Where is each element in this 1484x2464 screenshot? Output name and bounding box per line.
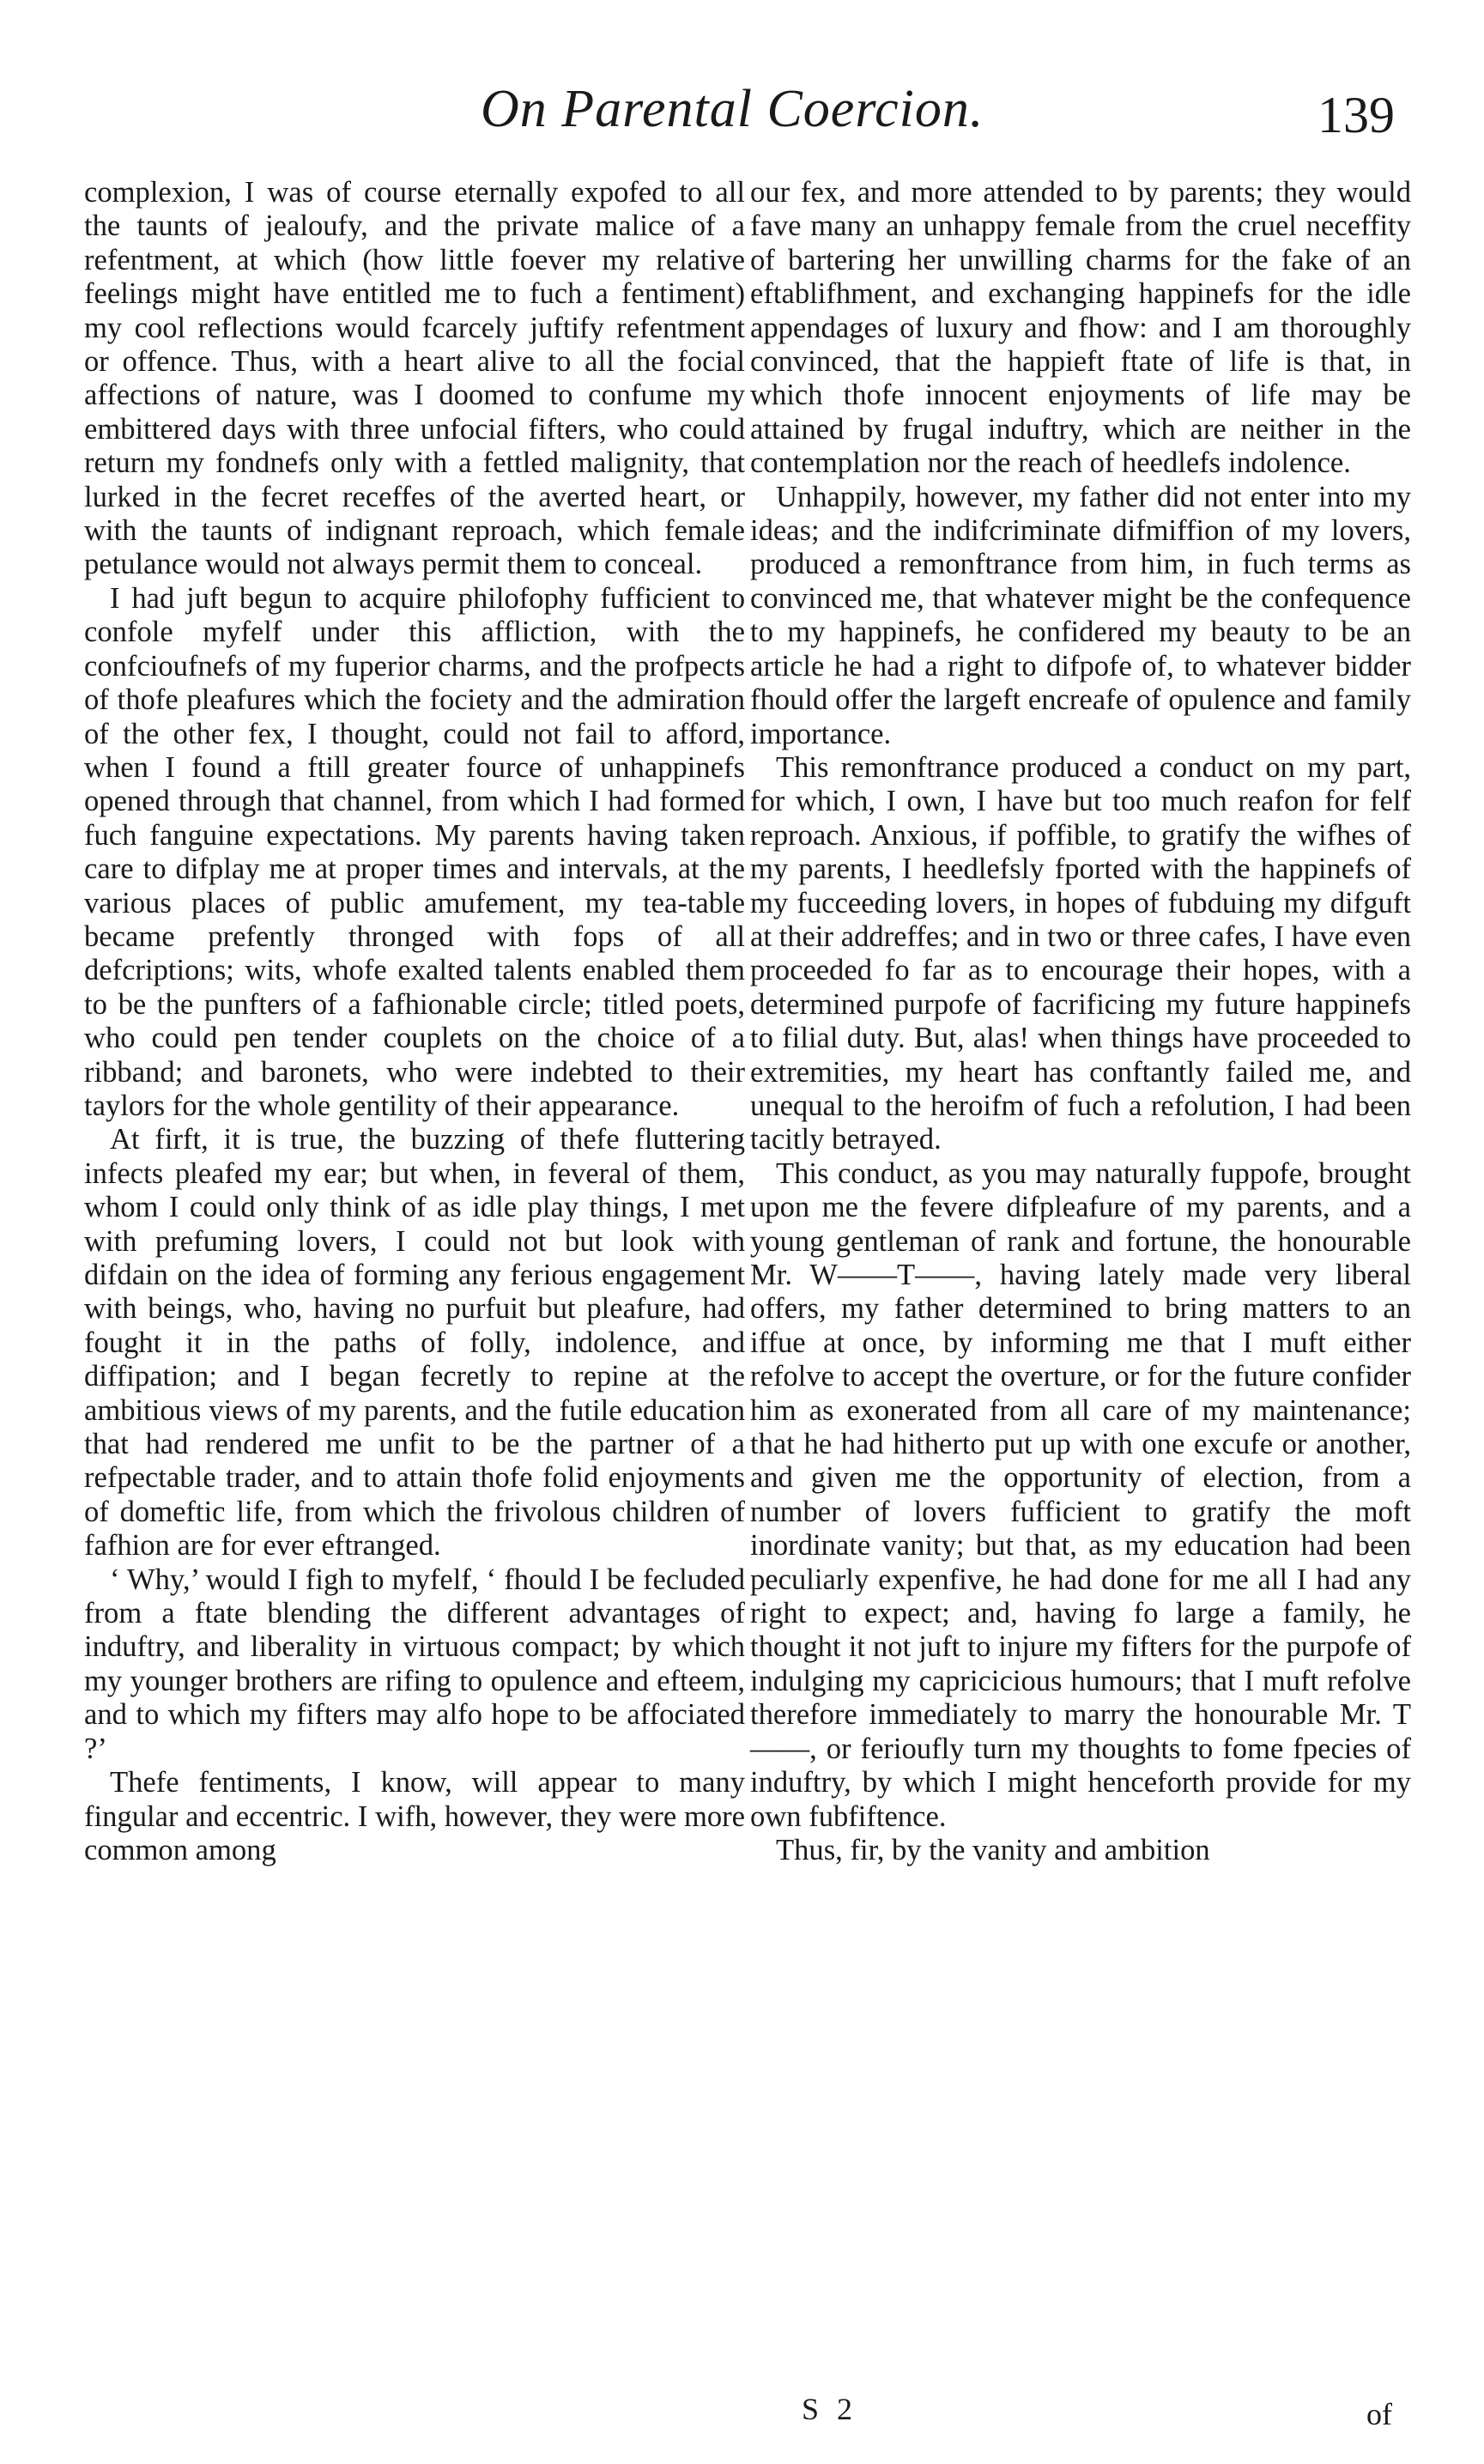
page-header: [0, 34, 1484, 143]
paragraph: This conduct, as you may naturally fuppofe, brought upon me the fevere difpleafure of my parents, and a young gentleman of rank and fortune, the honourable Mr. W——T——, having lately made very liberal offers, my father determined to bring matters to an iffue at once, by informing me that I muft either refolve to accept the overture, or for the future confider him as exonerated from all care of my maintenance; that he had hitherto put up with one excufe or another, and given me the opportunity of election, from a number of lovers fufficient to gratify the moft inordinate vanity; but that, as my education had been peculiarly expenfive, he had done for me all I had any right to expect; and, having fo large a family, he thought it not juft to injure my fifters for the purpofe of indulging my capricicious humours; that I muft refolve therefore immediately to marry the honourable Mr. T——, or ferioufly turn my thoughts to fome fpecies of induftry, by which I might henceforth provide for my own fubfiftence.: [750, 1156, 1411, 1833]
page-footer: [0, 2391, 1484, 2443]
catchword: of: [1366, 2397, 1392, 2431]
running-title: On Parental Coercion.: [481, 80, 984, 138]
page-number: 139: [1317, 87, 1395, 143]
paragraph: This remonftrance produced a conduct on my part, for which, I own, I have but too much reafon for felf reproach. Anxious, if poffible, to gratify the wifhes of my parents, I heedlefsly fported with the happinefs of my fucceeding lovers, in hopes of fubduing my difguft at their addreffes; and in two or three cafes, I have even proceeded fo far as to encourage their hopes, with a determined purpofe of facrificing my future happinefs to filial duty. But, alas! when things have proceeded to extremities, my heart has conftantly failed me, and unequal to the heroifm of fuch a refolution, I had been tacitly betrayed.: [750, 750, 1411, 1156]
paragraph: complexion, I was of course eternally expofed to all the taunts of jealoufy, and the private malice of a refentment, at which (how little foever my relative feelings might have entitled me to fuch a fentiment) my cool reflections would fcarcely juftify refentment or offence. Thus, with a heart alive to all the focial affections of nature, was I doomed to confume my embittered days with three unfocial fifters, who could return my fondnefs only with a fettled malignity, that lurked in the fecret receffes of the averted heart, or with the taunts of indignant reproach, which female petulance would not always permit them to conceal.: [84, 176, 745, 581]
paragraph: Thefe fentiments, I know, will appear to many fingular and eccentric. I wifh, however, they were more common among: [84, 1766, 745, 1866]
paragraph: Thus, fir, by the vanity and ambition: [776, 1833, 1210, 1866]
right-column: [750, 176, 1411, 1867]
signature-mark: S 2: [802, 2392, 858, 2426]
paragraph: At firft, it is true, the buzzing of thefe fluttering infects pleafed my ear; but when, in feveral of them, whom I could only think of as idle play things, I met with prefuming lovers, I could not but look with difdain on the idea of forming any ferious engagement with beings, who, having no purfuit but pleafure, had fought it in the paths of folly, indolence, and diffipation; and I began fecretly to repine at the ambitious views of my parents, and the futile education that had rendered me unfit to be the partner of a refpectable trader, and to attain thofe folid enjoyments of domeftic life, from which the frivolous children of fafhion are for ever eftranged.: [84, 1123, 745, 1563]
paragraph: our fex, and more attended to by parents; they would fave many an unhappy female from the cruel neceffity of bartering her unwilling charms for the fake of an eftablifhment, and exchanging happinefs for the idle appendages of luxury and fhow: and I am thoroughly convinced, that the happieft ftate of life is that, in which thofe innocent enjoyments of life may be attained by frugal induftry, which are neither in the contemplation nor the reach of heedlefs indolence.: [750, 176, 1411, 480]
left-column: [84, 176, 745, 1867]
paragraph: I had juft begun to acquire philofophy fufficient to confole myfelf under this affliction, with the confcioufnefs of my fuperior charms, and the profpects of thofe pleafures which the fociety and the admiration of the other fex, I thought, could not fail to afford, when I found a ftill greater fource of unhappinefs opened through that channel, from which I had formed fuch fanguine expectations. My parents having taken care to difplay me at proper times and intervals, at the various places of public amufement, my tea-table became prefently thronged with fops of all defcriptions; wits, whofe exalted talents enabled them to be the punfters of a fafhionable circle; titled poets, who could pen tender couplets on the choice of a ribband; and baronets, who were indebted to their taylors for the whole gentility of their appearance.: [84, 581, 745, 1122]
paragraph: ‘ Why,’ would I figh to myfelf, ‘ fhould I be fecluded from a ftate blending the different advantages of induftry, and liberality in virtuous compact; by which my younger brothers are rifing to opulence and efteem, and to which my fifters may alfo hope to be affociated ?’: [84, 1563, 745, 1765]
paragraph: Unhappily, however, my father did not enter into my ideas; and the indifcriminate difmiffion of my lovers, produced a remonftrance from him, in fuch terms as convinced me, that whatever might be the confequence to my happinefs, he confidered my beauty to be an article he had a right to difpofe of, to whatever bidder fhould offer the largeft encreafe of opulence and family importance.: [750, 480, 1411, 750]
